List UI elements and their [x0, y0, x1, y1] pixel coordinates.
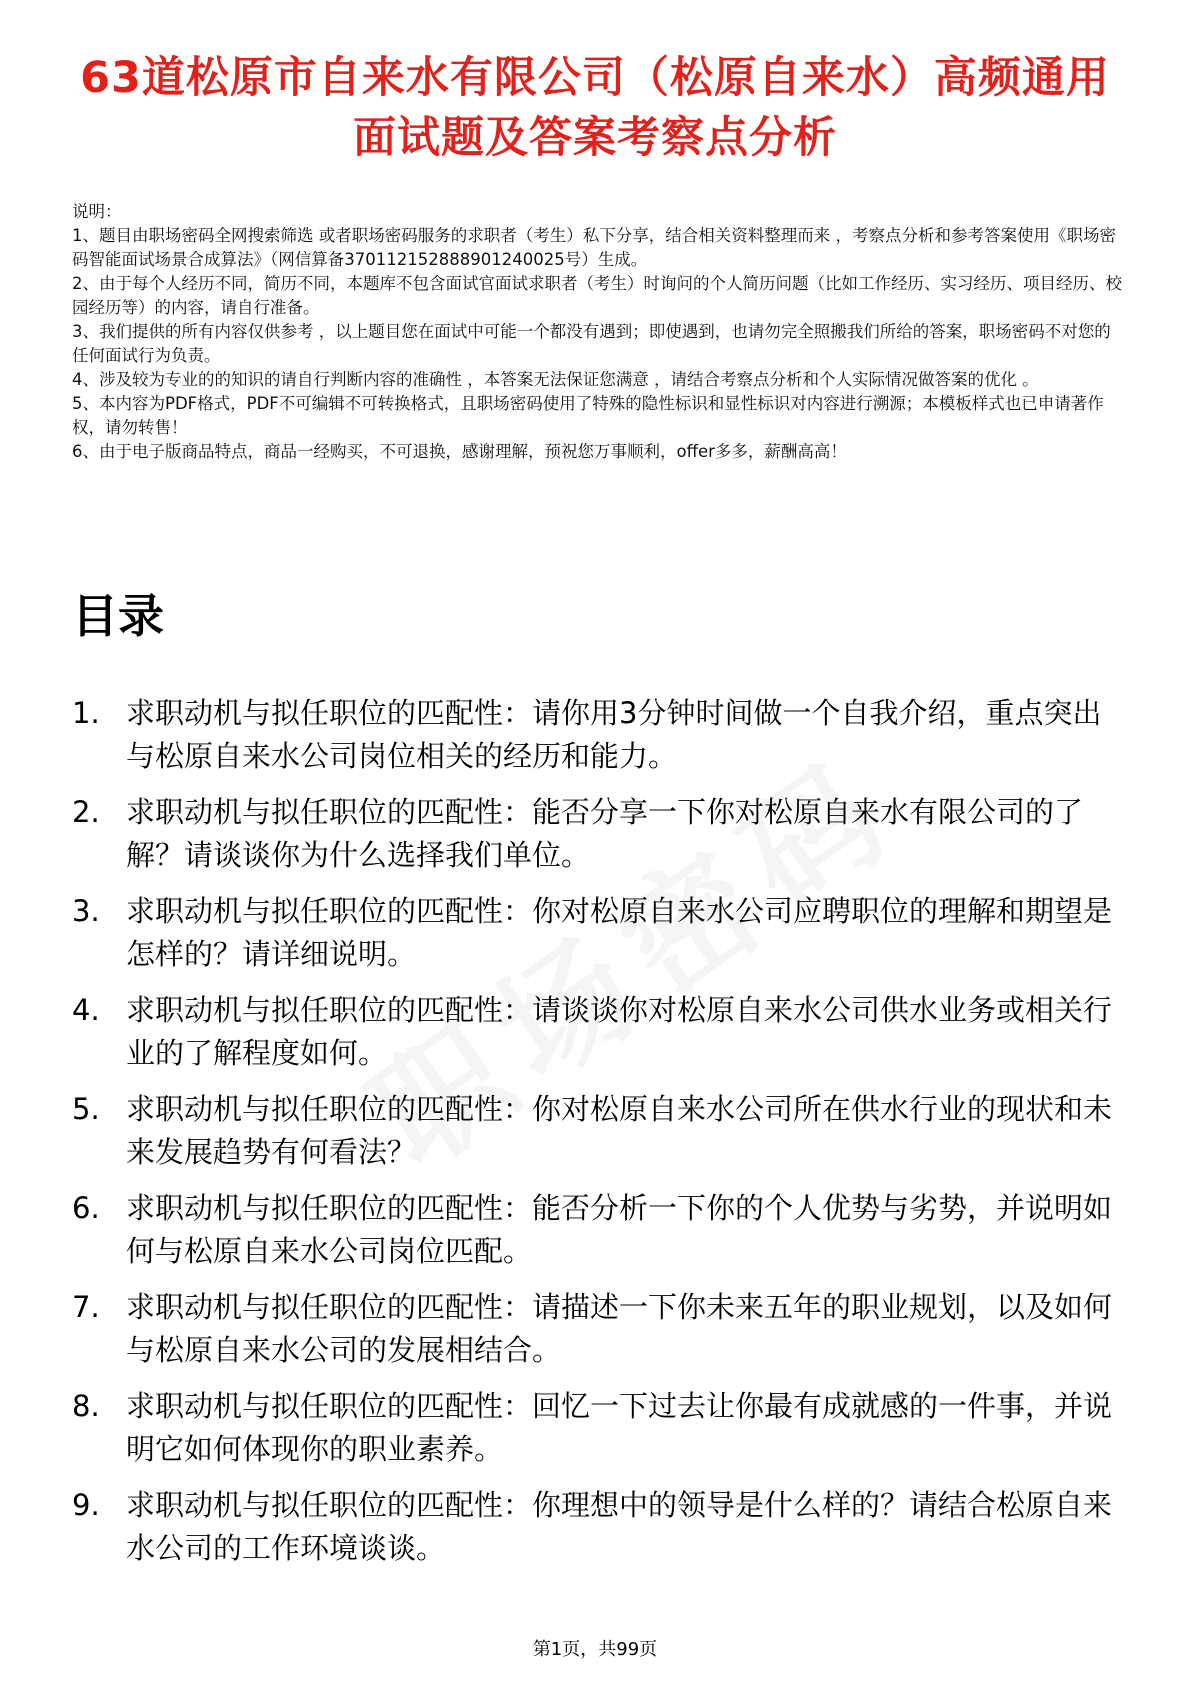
toc-item-text: 求职动机与拟任职位的匹配性：能否分享一下你对松原自来水有限公司的了解？请谈谈你为什么选择我们单位。 — [126, 795, 1084, 872]
notes-section — [72, 200, 1122, 464]
toc-item[interactable] — [72, 890, 1112, 976]
toc-item[interactable] — [72, 791, 1112, 877]
toc-item-number: 5. — [72, 1092, 100, 1126]
toc-item-text: 求职动机与拟任职位的匹配性：请描述一下你未来五年的职业规划，以及如何与松原自来水公司的发展相结合。 — [126, 1290, 1113, 1367]
toc-item-text: 求职动机与拟任职位的匹配性：你对松原自来水公司所在供水行业的现状和未来发展趋势有何看法？ — [126, 1092, 1113, 1169]
toc-item-text: 求职动机与拟任职位的匹配性：请你用3分钟时间做一个自我介绍，重点突出与松原自来水公司岗位相关的经历和能力。 — [126, 696, 1102, 773]
toc-item-text: 求职动机与拟任职位的匹配性：你对松原自来水公司应聘职位的理解和期望是怎样的？请详细说明。 — [126, 894, 1113, 971]
toc-item-number: 1. — [72, 696, 100, 730]
note-item: 1、题目由职场密码全网搜索筛选 或者职场密码服务的求职者（考生）私下分享，结合相关资料整理而来 ，考察点分析和参考答案使用《职场密码智能面试场景合成算法》（网信算备370112152888901240025号）生成。 — [72, 226, 1116, 269]
page-number: 第1页，共99页 — [532, 1639, 658, 1660]
toc-item-text: 求职动机与拟任职位的匹配性：请谈谈你对松原自来水公司供水业务或相关行业的了解程度如何。 — [126, 993, 1113, 1070]
toc-item[interactable] — [72, 692, 1112, 778]
note-item: 6、由于电子版商品特点，商品一经购买，不可退换，感谢理解，预祝您万事顺利，offer多多，薪酬高高！ — [72, 442, 847, 461]
toc-item-text: 求职动机与拟任职位的匹配性：能否分析一下你的个人优势与劣势，并说明如何与松原自来水公司岗位匹配。 — [126, 1191, 1113, 1268]
toc-list — [72, 692, 1112, 1583]
toc-item-number: 8. — [72, 1389, 100, 1423]
toc-item[interactable] — [72, 1088, 1112, 1174]
toc-item-number: 9. — [72, 1488, 100, 1522]
toc-item[interactable] — [72, 1385, 1112, 1471]
note-item: 3、我们提供的所有内容仅供参考 ，以上题目您在面试中可能一个都没有遇到；即使遇到，也请勿完全照搬我们所给的答案，职场密码不对您的任何面试行为负责。 — [72, 322, 1111, 365]
document-title: 63道松原市自来水有限公司（松原自来水）高频通用面试题及答案考察点分析 — [80, 53, 1110, 163]
toc-item-number: 6. — [72, 1191, 100, 1225]
toc-item[interactable] — [72, 989, 1112, 1075]
note-item: 4、涉及较为专业的的知识的请自行判断内容的准确性 ，本答案无法保证您满意 ，请结合考察点分析和个人实际情况做答案的优化 。 — [72, 370, 1039, 389]
notes-label: 说明： — [72, 202, 122, 221]
toc-item[interactable] — [72, 1286, 1112, 1372]
toc-item-number: 4. — [72, 993, 100, 1027]
toc-item[interactable] — [72, 1484, 1112, 1570]
note-item: 5、本内容为PDF格式，PDF不可编辑不可转换格式，且职场密码使用了特殊的隐性标识和显性标识对内容进行溯源；本模板样式也已申请著作权，请勿转售！ — [72, 394, 1104, 437]
toc-item-number: 2. — [72, 795, 100, 829]
toc-item-text: 求职动机与拟任职位的匹配性：你理想中的领导是什么样的？请结合松原自来水公司的工作环境谈谈。 — [126, 1488, 1113, 1565]
toc-item-number: 7. — [72, 1290, 100, 1324]
toc-item-number: 3. — [72, 894, 100, 928]
note-item: 2、由于每个人经历不同，简历不同，本题库不包含面试官面试求职者（考生）时询问的个人简历问题（比如工作经历、实习经历、项目经历、校园经历等）的内容，请自行准备。 — [72, 274, 1122, 317]
toc-item-text: 求职动机与拟任职位的匹配性：回忆一下过去让你最有成就感的一件事，并说明它如何体现你的职业素养。 — [126, 1389, 1113, 1466]
toc-item[interactable] — [72, 1187, 1112, 1273]
toc-heading: 目录 — [72, 589, 164, 643]
